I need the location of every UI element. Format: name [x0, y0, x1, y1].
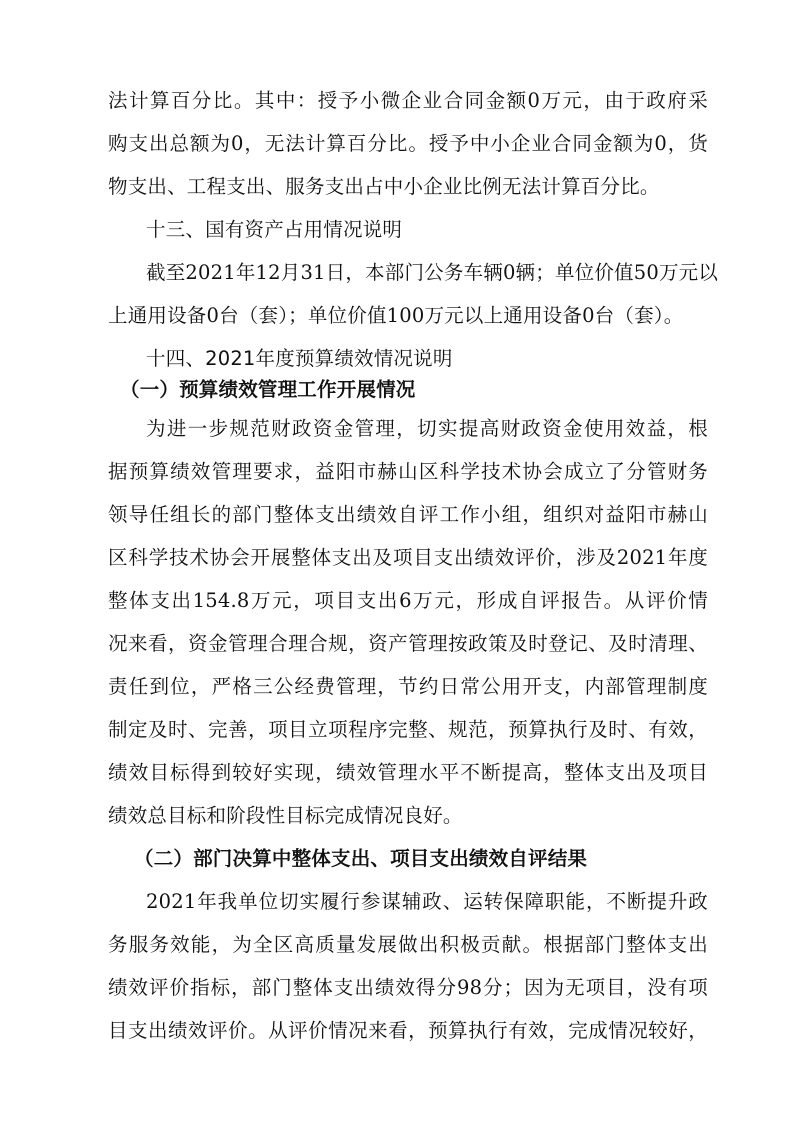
- body-line: 整体支出154.8万元，项目支出6万元，形成自评报告。从评价情: [108, 589, 708, 612]
- body-line: 目支出绩效评价。从评价情况来看，预算执行有效，完成情况较好，: [108, 1019, 708, 1042]
- body-line: 物支出、工程支出、服务支出占中小企业比例无法计算百分比。: [108, 175, 660, 198]
- body-line: 领导任组长的部门整体支出绩效自评工作小组，组织对益阳市赫山: [108, 503, 708, 526]
- body-line: 责任到位，严格三公经费管理，节约日常公用开支，内部管理制度: [108, 675, 708, 698]
- body-line: 为进一步规范财政资金管理，切实提高财政资金使用效益，根: [146, 417, 708, 440]
- body-line: 据预算绩效管理要求，益阳市赫山区科学技术协会成立了分管财务: [108, 460, 708, 483]
- body-line: 务服务效能，为全区高质量发展做出积极贡献。根据部门整体支出: [108, 933, 708, 956]
- body-line: 法计算百分比。其中：授予小微企业合同金额0万元，由于政府采: [108, 89, 708, 112]
- body-line: 上通用设备0台（套）；单位价值100万元以上通用设备0台（套）。: [108, 304, 684, 327]
- body-line: 购支出总额为0，无法计算百分比。授予中小企业合同金额为0，货: [108, 132, 708, 155]
- body-line: 况来看，资金管理合理合规，资产管理按政策及时登记、及时清理、: [108, 632, 708, 655]
- body-line: 区科学技术协会开展整体支出及项目支出绩效评价，涉及2021年度: [108, 546, 708, 569]
- body-line: 2021年我单位切实履行参谋辅政、运转保障职能，不断提升政: [146, 890, 708, 913]
- subsection-heading: （二）部门决算中整体支出、项目支出绩效自评结果: [134, 847, 588, 870]
- section-heading: 十四、2021年度预算绩效情况说明: [146, 347, 453, 370]
- body-line: 绩效目标得到较好实现，绩效管理水平不断提高，整体支出及项目: [108, 761, 708, 784]
- section-heading: 十三、国有资产占用情况说明: [146, 218, 403, 241]
- body-line: 截至2021年12月31日，本部门公务车辆0辆；单位价值50万元以: [146, 261, 719, 284]
- body-line: 绩效评价指标，部门整体支出绩效得分98分；因为无项目，没有项: [108, 976, 708, 999]
- body-line: 绩效总目标和阶段性目标完成情况良好。: [108, 804, 463, 827]
- subsection-heading: （一）预算绩效管理工作开展情况: [120, 378, 416, 401]
- body-line: 制定及时、完善，项目立项程序完整、规范，预算执行及时、有效，: [108, 718, 708, 741]
